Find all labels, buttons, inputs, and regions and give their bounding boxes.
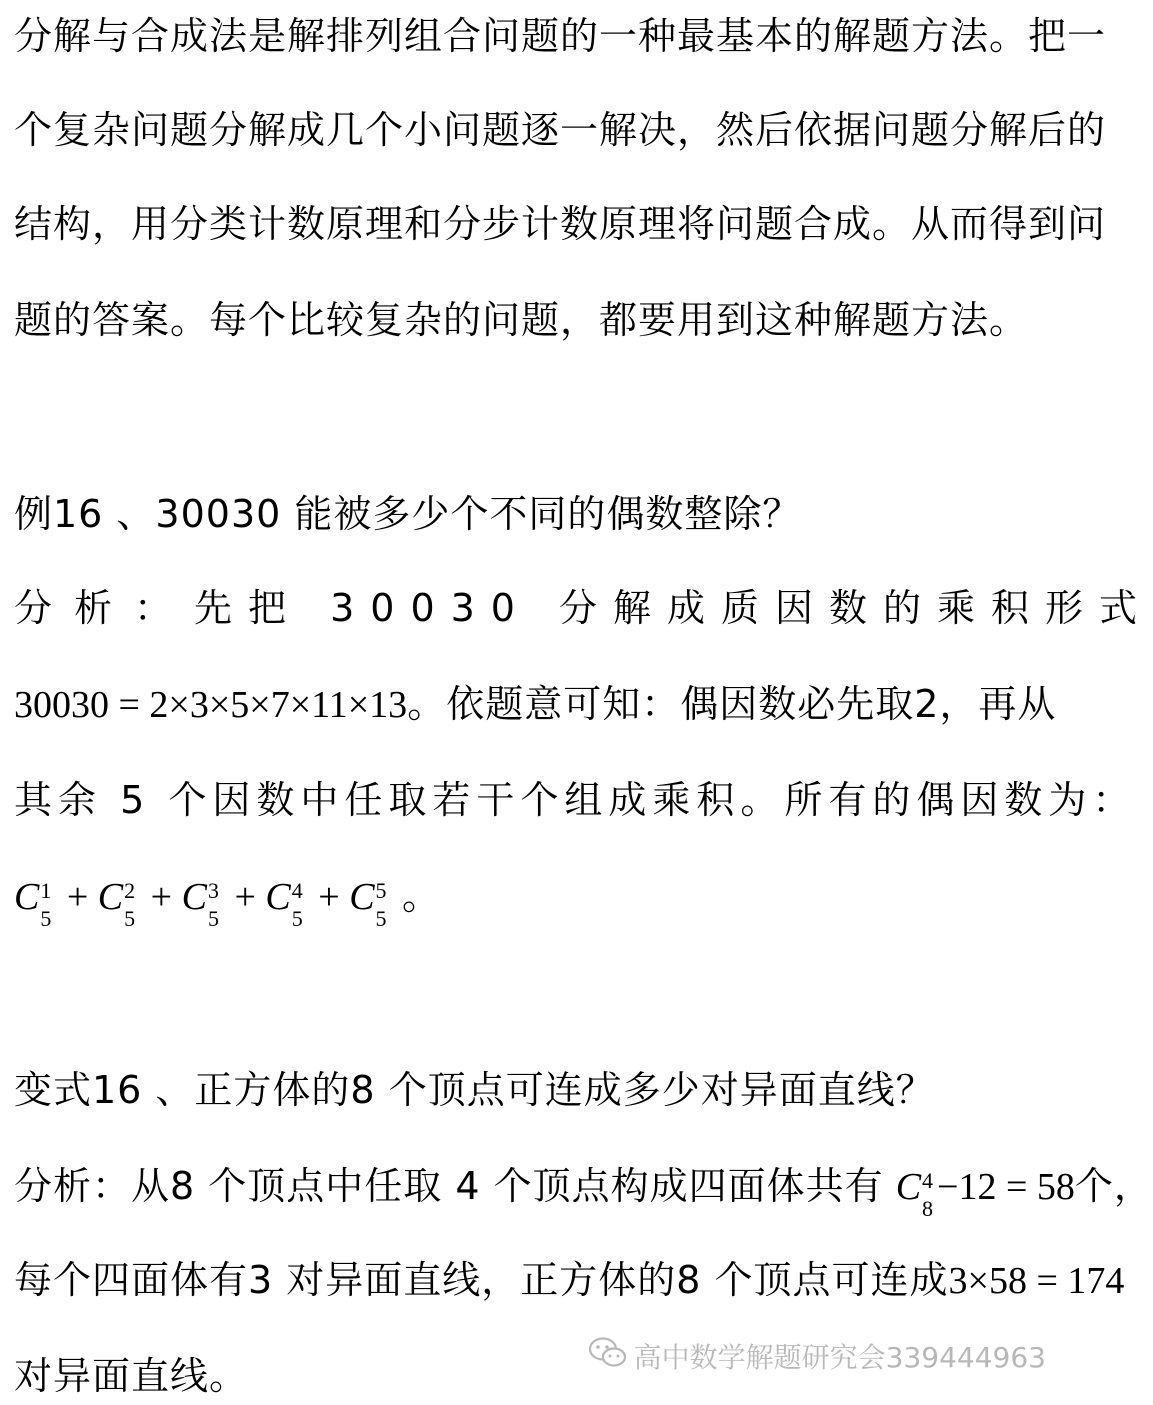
- variant16-analysis-line-2: [14, 1256, 1125, 1304]
- combination-term-2: C 2 5: [97, 876, 136, 931]
- example16-analysis-line-3: 其余 5 个因数中任取若干个组成乘积。所有的偶因数为：: [14, 778, 1137, 822]
- analysis-label: 分析：: [14, 586, 195, 630]
- watermark: [588, 1334, 1046, 1378]
- intro-line-4: 题的答案。每个比较复杂的问题，都要用到这种解题方法。: [14, 298, 1029, 342]
- factorization-formula: 30030 = 2×3×5×7×11×13: [14, 684, 408, 726]
- combination-term-4: C 4 5: [265, 876, 303, 931]
- intro-line-2: 个复杂问题分解成几个小问题逐一解决，然后依据问题分解后的: [14, 108, 1107, 152]
- wechat-icon: [588, 1336, 634, 1377]
- example16-analysis-line-2: [14, 680, 1057, 728]
- variant16-analysis-line-3: 对异面直线。: [14, 1354, 249, 1398]
- intro-line-3: 结构，用分类计数原理和分步计数原理将问题合成。从而得到问: [14, 202, 1107, 246]
- example16-question: 例16 、30030 能被多少个不同的偶数整除？: [14, 492, 802, 536]
- combination-term-1: C 1 5: [14, 876, 52, 931]
- combination-term-3: C 3 5: [181, 876, 219, 931]
- unit-text: 个，: [1074, 1164, 1153, 1208]
- variant16-question: 变式16 、正方体的8 个顶点可连成多少对异面直线？: [14, 1068, 935, 1112]
- intro-line-1: 分解与合成法是解排列组合问题的一种最基本的解题方法。把一: [14, 14, 1107, 58]
- watermark-text: 高中数学解题研究会339444963: [633, 1341, 1046, 1374]
- example16-analysis-line-1: [14, 584, 1153, 632]
- tetrahedron-count-formula: C 4 8 −12 = 58: [895, 1166, 1075, 1221]
- analysis-line-2-rest: 。依题意可知：偶因数必先取2，再从: [407, 682, 1057, 726]
- variant16-analysis-line-1: [14, 1162, 1153, 1221]
- even-divisors-formula: C 1 5 + C 2 5 + C 3 5 + C 4 5 + C 5 5 。: [14, 874, 442, 931]
- analysis-text: 先把 30030 分解成质因数的乘积形式: [194, 586, 1153, 630]
- skew-lines-formula: 3×58 = 174: [948, 1260, 1125, 1302]
- combination-term-5: C 5 5: [349, 876, 387, 931]
- variant16-line-1-text: 分析：从8 个顶点中任取 4 个顶点构成四面体共有: [14, 1164, 884, 1208]
- variant16-line-2-text: 每个四面体有3 对异面直线，正方体的8 个顶点可连成: [14, 1258, 949, 1302]
- formula-period: 。: [402, 874, 442, 918]
